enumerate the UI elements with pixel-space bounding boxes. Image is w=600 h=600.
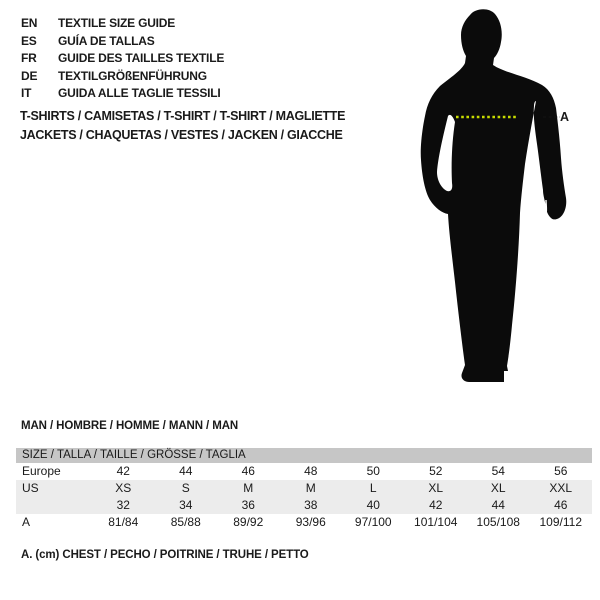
table-row-us <box>16 480 592 497</box>
man-silhouette <box>421 9 570 382</box>
table-cell: 46 <box>241 463 255 478</box>
language-label: GUÍA DE TALLAS <box>58 33 155 48</box>
language-row-de <box>21 68 224 86</box>
language-label: GUIDA ALLE TAGLIE TESSILI <box>58 86 221 100</box>
language-label: TEXTILGRÖßENFÜHRUNG <box>58 68 207 83</box>
table-cell: 105/108 <box>476 514 520 529</box>
table-cell: L <box>369 480 377 495</box>
table-cell: 54 <box>491 463 505 478</box>
table-cell: 44 <box>491 497 505 512</box>
table-cell: M <box>305 480 316 495</box>
language-label: GUIDE DES TAILLES TEXTILE <box>58 51 225 65</box>
table-cell: 101/104 <box>414 514 458 529</box>
table-cell: 42 <box>116 463 130 478</box>
language-code: EN <box>21 16 38 30</box>
language-row-es <box>21 33 224 51</box>
language-row-en <box>21 15 224 33</box>
table-cell: 48 <box>304 463 318 478</box>
table-cell: 50 <box>366 463 380 478</box>
table-cell: 40 <box>366 497 380 512</box>
table-cell: 52 <box>429 463 443 478</box>
language-code: FR <box>21 51 37 65</box>
table-cell: M <box>243 480 254 495</box>
size-table <box>16 448 592 531</box>
language-code: DE <box>21 68 38 83</box>
table-cell: 97/100 <box>354 514 392 529</box>
table-cell: 44 <box>179 463 193 478</box>
table-cell: XS <box>115 480 132 495</box>
table-cell: 32 <box>116 497 130 512</box>
table-row-numeric <box>16 497 592 514</box>
row-label <box>16 497 92 514</box>
table-cell: 89/92 <box>233 514 264 529</box>
table-cell: 81/84 <box>108 514 139 529</box>
table-cell: 34 <box>179 497 193 512</box>
table-cell: 109/112 <box>539 514 582 529</box>
table-cell: 56 <box>554 463 568 478</box>
language-list <box>21 15 224 103</box>
table-row-chest <box>16 514 592 531</box>
row-label: US <box>22 480 39 495</box>
table-cell: 46 <box>554 497 568 512</box>
table-cell: 93/96 <box>295 514 326 529</box>
table-cell: 42 <box>429 497 443 512</box>
table-cell: 36 <box>241 497 255 512</box>
language-row-fr <box>21 50 224 68</box>
man-silhouette-figure <box>420 0 600 400</box>
language-label: TEXTILE SIZE GUIDE <box>58 16 176 30</box>
row-label: A <box>22 514 31 529</box>
table-cell: XL <box>428 480 444 495</box>
category-line-tshirts: T-SHIRTS / CAMISETAS / T-SHIRT / T-SHIRT / MAGLIETTE <box>20 109 346 123</box>
category-heading <box>20 107 345 144</box>
section-title: MAN / HOMBRE / HOMME / MANN / MAN <box>21 420 239 432</box>
row-label: Europe <box>22 463 61 478</box>
table-cell: 38 <box>304 497 318 512</box>
language-code: IT <box>21 86 32 100</box>
measurement-footnote: A. (cm) CHEST / PECHO / POITRINE / TRUHE / PETTO <box>21 549 309 561</box>
table-cell: S <box>181 480 190 495</box>
table-row-europe <box>16 463 592 480</box>
table-cell: XXL <box>549 480 573 495</box>
table-cell: 85/88 <box>170 514 201 529</box>
language-row-it <box>21 85 224 103</box>
size-table-header: SIZE / TALLA / TAILLE / GRÖSSE / TAGLIA <box>16 448 592 463</box>
category-line-jackets: JACKETS / CHAQUETAS / VESTES / JACKEN / GIACCHE <box>20 127 343 142</box>
table-cell: XL <box>490 480 506 495</box>
language-code: ES <box>21 33 37 48</box>
chest-marker-label: A <box>560 110 570 124</box>
